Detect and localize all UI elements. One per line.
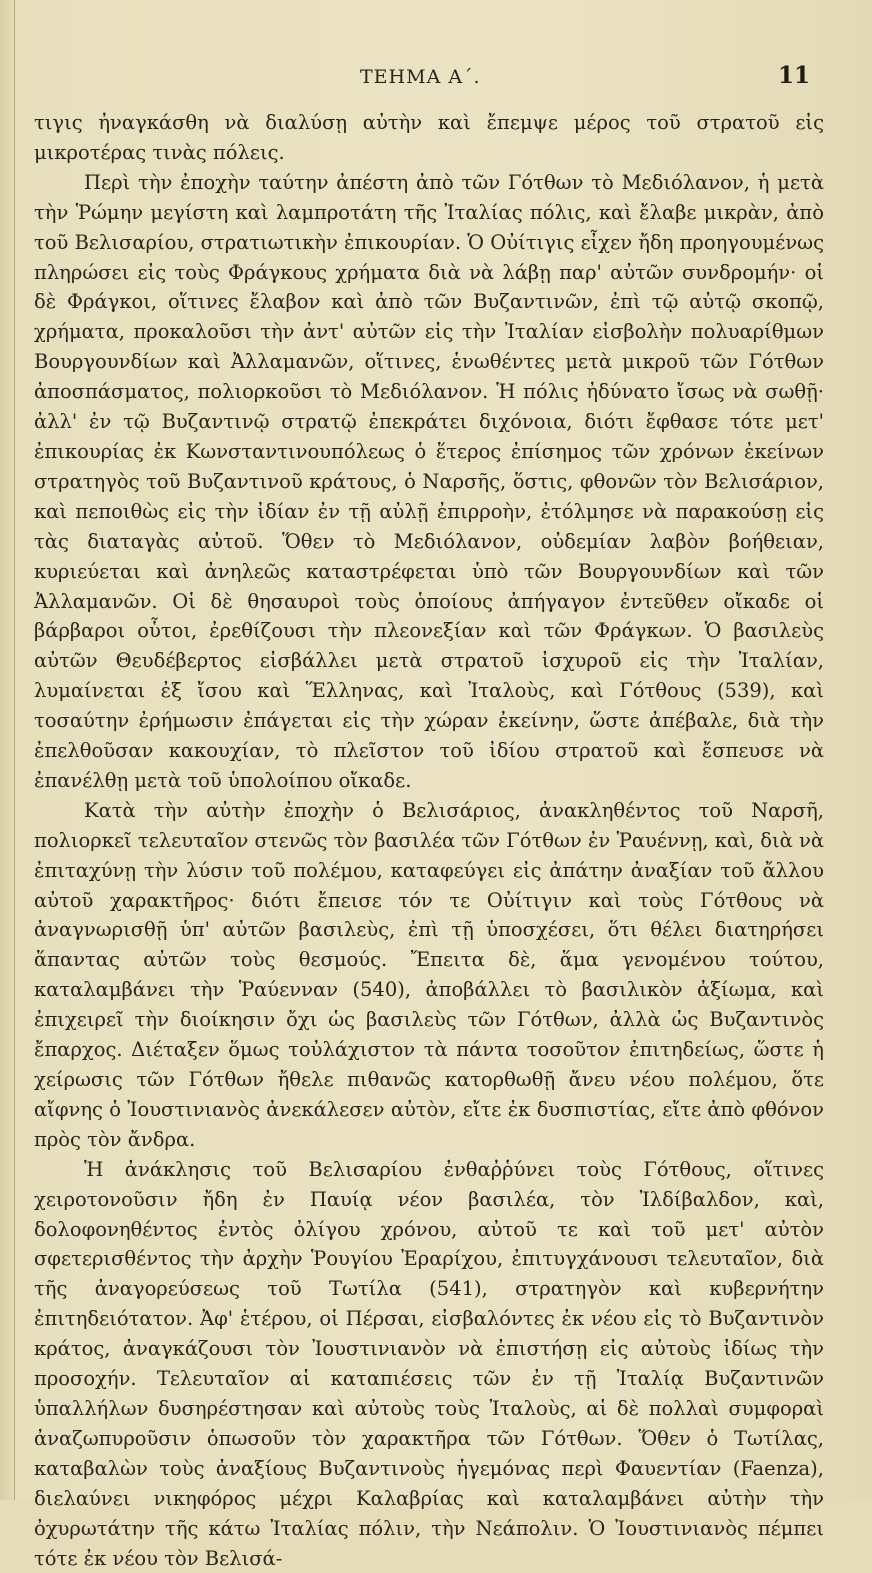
page-header [0,62,872,98]
paragraph: Ἡ ἀνάκλησις τοῦ Βελισαρίου ἐνθαῤῥύνει τοὺς Γότθους, οἵτινες χειροτονοῦσιν ἤδη ἐν Παυίᾳ νέον βασιλέα, τὸν Ἰλδίβαλδον, καὶ, δολοφονηθέντος ἐντὸς ὀλίγου χρόνου, αὐτοῦ τε καὶ τοῦ μετ' αὐτὸν σφετερισθέντος τὴν ἀρχὴν Ῥουγίου Ἐραρίχου, ἐπιτυγχάνουσι τελευταῖον, διὰ τῆς ἀναγορεύσεως τοῦ Τωτίλα (541), στρατηγὸν καὶ κυβερνήτην ἐπιτηδειότατον. Ἀφ' ἑτέρου, οἱ Πέρσαι, εἰσβαλόντες ἐκ νέου εἰς τὸ Βυζαντινὸν κράτος, ἀναγκάζουσι τὸν Ἰουστινιανὸν νὰ ἐπιστήσῃ εἰς αὐτοὺς ἰδίως τὴν προσοχήν. Τελευταῖον αἱ καταπιέσεις τῶν ἐν τῇ Ἰταλίᾳ Βυζαντινῶν ὑπαλλήλων δυσηρέστησαν καὶ αὐτοὺς τοὺς Ἰταλοὺς, αἱ δὲ πολλαὶ συμφοραὶ ἀναζωπυροῦσιν ὁπωσοῦν τὸν χαρακτῆρα τῶν Γότθων. Ὅθεν ὁ Τωτίλας, καταβαλὼν τοὺς ἀναξίους Βυζαντινοὺς ἡγεμόνας περὶ Φαυεντίαν (Faenza), διελαύνει νικηφόρος μέχρι Καλαβρίας καὶ καταλαμβάνει αὐτὴν τὴν ὀχυρωτάτην τῆς κάτω Ἰταλίας πόλιν, τὴν Νεάπολιν. Ὁ Ἰουστινιανὸς πέμπει τότε ἐκ νέου τὸν Βελισά- [34,1157,824,1570]
gutter-edge [14,0,15,1500]
running-title: ΤΕΗΜΑ Α΄. [360,66,481,88]
paragraph: Περὶ τὴν ἐποχὴν ταύτην ἀπέστη ἀπὸ τῶν Γότθων τὸ Μεδιόλανον, ἡ μετὰ τὴν Ῥώμην μεγίστη καὶ λαμπροτάτη τῆς Ἰταλίας πόλις, καὶ ἔλαβε μικρὰν, ἀπὸ τοῦ Βελισαρίου, στρατιωτικὴν ἐπικουρίαν. Ὁ Οὐίτιγις εἶχεν ἤδη προηγουμένως πληρώσει εἰς τοὺς Φράγκους χρήματα διὰ νὰ λάβῃ παρ' αὐτῶν συνδρομήν· οἱ δὲ Φράγκοι, οἵτινες ἔλαβον καὶ ἀπὸ τῶν Βυζαντινῶν, ἐπὶ τῷ αὐτῷ σκοπῷ, χρήματα, προκαλοῦσι τὴν ἀντ' αὐτῶν εἰς τὴν Ἰταλίαν εἰσβολὴν πολυαρίθμων Βουργουνδίων καὶ Ἀλλαμανῶν, οἵτινες, ἑνωθέντες μετὰ μικροῦ τῶν Γότθων ἀποσπάσματος, πολιορκοῦσι τὸ Μεδιόλανον. Ἡ πόλις ἠδύνατο ἴσως νὰ σωθῇ· ἀλλ' ἐν τῷ Βυζαντινῷ στρατῷ ἐπεκράτει διχόνοια, διότι ἔφθασε τότε μετ' ἐπικουρίας ἐκ Κωνσταντινουπόλεως ὁ ἕτερος ἐπίσημος τῶν χρόνων ἐκείνων στρατηγὸς τοῦ Βυζαντινοῦ κράτους, ὁ Ναρσῆς, ὅστις, φθονῶν τὸν Βελισάριον, καὶ πεποιθὼς εἰς τὴν ἰδίαν ἐν τῇ αὐλῇ ἐπιρροὴν, ἐτόλμησε νὰ παρακούσῃ εἰς τὰς διαταγὰς αὐτοῦ. Ὅθεν τὸ Μεδιόλανον, οὐδεμίαν λαβὸν βοήθειαν, κυριεύεται καὶ ἀνηλεῶς καταστρέφεται ὑπὸ τῶν Βουργουνδίων καὶ τῶν Ἀλλαμανῶν. Οἱ δὲ θησαυροὶ τοὺς ὁποίους ἀπήγαγον ἐντεῦθεν οἴκαδε οἱ βάρβαροι οὗτοι, ἐρεθίζουσι τὴν πλεονεξίαν καὶ τῶν Φράγκων. Ὁ βασιλεὺς αὐτῶν Θευδέβερτος εἰσβάλλει μετὰ στρατοῦ ἰσχυροῦ εἰς τὴν Ἰταλίαν, λυμαίνεται ἐξ ἴσου καὶ Ἕλληνας, καὶ Ἰταλοὺς, καὶ Γότθους (539), καὶ τοσαύτην ἐρήμωσιν ἐπάγεται εἰς τὴν χώραν ἐκείνην, ὥστε ἀπέβαλε, διὰ τὴν ἐπελθοῦσαν κακουχίαν, τὸ πλεῖστον τοῦ ἰδίου στρατοῦ καὶ ἔσπευσε νὰ ἐπανέλθῃ μετὰ τοῦ ὑπολοίπου οἴκαδε. [34,170,824,792]
paragraph-continued: τιγις ἠναγκάσθη νὰ διαλύσῃ αὐτὴν καὶ ἔπεμψε μέρος τοῦ στρατοῦ εἰς μικροτέρας τινὰς πόλεις. [34,111,824,164]
paragraph: Κατὰ τὴν αὐτὴν ἐποχὴν ὁ Βελισάριος, ἀνακληθέντος τοῦ Ναρσῆ, πολιορκεῖ τελευταῖον στενῶς τὸν βασιλέα τῶν Γότθων ἐν Ῥαυέννῃ, καὶ, διὰ νὰ ἐπιταχύνῃ τὴν λύσιν τοῦ πολέμου, καταφεύγει εἰς ἀπάτην ἀναξίαν τοῦ ἄλλου αὐτοῦ χαρακτῆρος· διότι ἔπεισε τόν τε Οὐίτιγιν καὶ τοὺς Γότθους νὰ ἀναγνωρισθῇ ὑπ' αὐτῶν βασιλεὺς, ἐπὶ τῇ ὑποσχέσει, ὅτι θέλει διατηρήσει ἅπαντας αὐτῶν τοὺς θεσμούς. Ἔπειτα δὲ, ἅμα γενομένου τούτου, καταλαμβάνει τὴν Ῥαύενναν (540), ἀποβάλλει τὸ βασιλικὸν ἀξίωμα, καὶ ἐπιχειρεῖ τὴν διοίκησιν ὄχι ὡς βασιλεὺς τῶν Γότθων, ἀλλὰ ὡς Βυζαντινὸς ἔπαρχος. Διέταξεν ὅμως τοὐλάχιστον τὰ πάντα τοσοῦτον ἐπιτηδείως, ὥστε ἡ χείρωσις τῶν Γότθων ἤθελε πιθανῶς κατορθωθῇ ἄνευ νέου πολέμου, ὅτε αἴφνης ὁ Ἰουστινιανὸς ἀνεκάλεσεν αὐτὸν, εἴτε ἐκ δυσπιστίας, εἴτε ἀπὸ φθόνον πρὸς τὸν ἄνδρα. [34,798,824,1151]
page-number: 11 [778,62,811,89]
body-text [34,108,824,1573]
